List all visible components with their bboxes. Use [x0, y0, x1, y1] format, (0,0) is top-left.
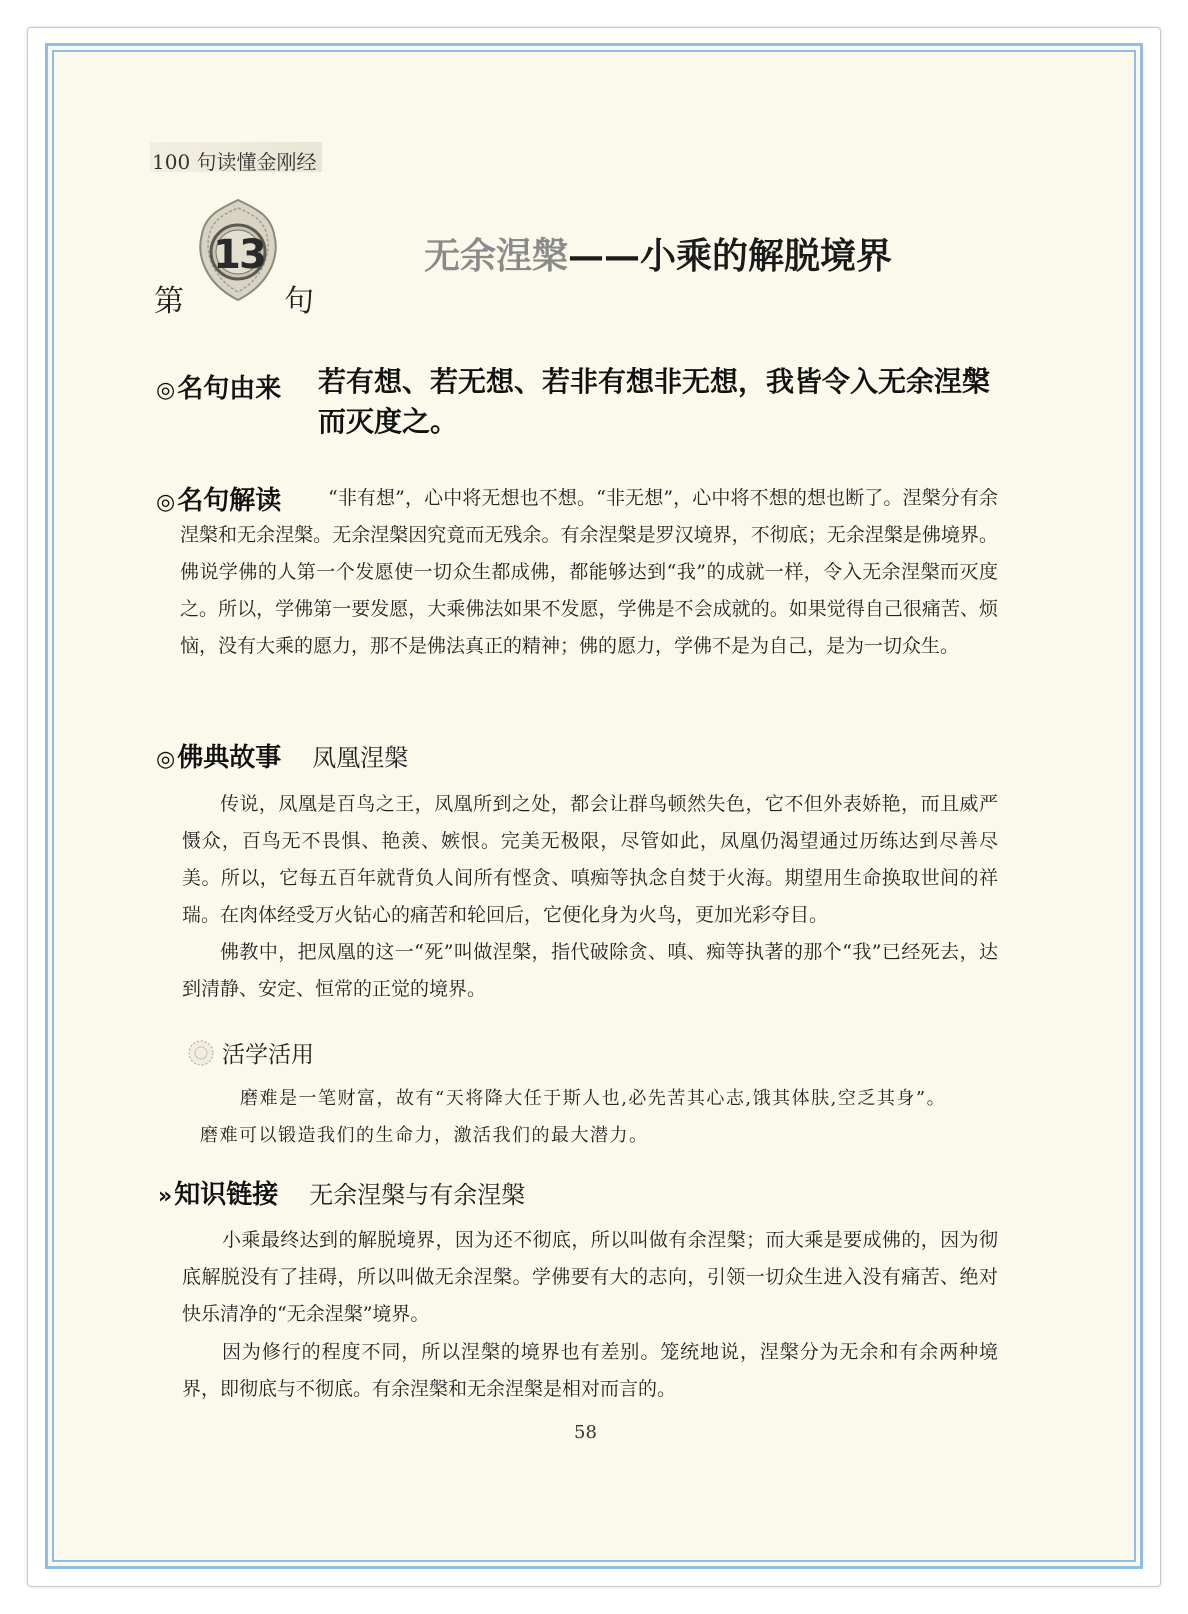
section-source-heading	[156, 368, 281, 405]
story-paragraph-1: 传说，凤凰是百鸟之王，凤凰所到之处，都会让群鸟顿然失色，它不但外表娇艳，而且威严慑众，百鸟无不畏惧、艳羡、嫉恨。完美无极限，尽管如此，凤凰仍渴望通过历练达到尽善尽美。所以，它每五百年就背负人间所有悭贪、嗔痴等执念自焚于火海。期望用生命换取世间的祥瑞。在肉体经受万火钻心的痛苦和轮回后，它便化身为火鸟，更加光彩夺目。	[182, 793, 998, 926]
section-interpretation-label: 名句解读	[177, 486, 282, 516]
story-paragraph-2: 佛教中，把凤凰的这一“死”叫做涅槃，指代破除贪、嗔、痴等执著的那个“我”已经死去，达到清静、安定、恒常的正觉的境界。	[182, 941, 998, 1000]
application-line-1: 磨难是一笔财富，故有“天将降大任于斯人也,必先苦其心志,饿其体肤,空乏其身”。	[240, 1088, 947, 1109]
running-head: 100 句读懂金刚经	[152, 150, 317, 174]
interpretation-text: “非有想”，心中将无想也不想。“非无想”，心中将不想的想也断了。涅槃分有余涅槃和无余涅槃。无余涅槃因究竟而无残余。有余涅槃是罗汉境界，不彻底；无余涅槃是佛境界。佛说学佛的人第一个发愿使一切众生都成佛，都能够达到“我”的成就一样，令入无余涅槃而灭度之。所以，学佛第一要发愿，大乘佛法如果不发愿，学佛是不会成就的。如果觉得自己很痛苦、烦恼，没有大乘的愿力，那不是佛法真正的精神；佛的愿力，学佛不是为自己，是为一切众生。	[180, 487, 998, 657]
chapter-title-main: 无余涅槃	[424, 235, 569, 277]
famous-quote: 若有想、若无想、若非有想非无想，我皆令入无余涅槃而灭度之。	[318, 365, 991, 438]
section-application-label: 活学活用	[222, 1042, 314, 1068]
knowledge-paragraph-2: 因为修行的程度不同，所以涅槃的境界也有差别。笼统地说，涅槃分为无余和有余两种境界，即彻底与不彻底。有余涅槃和无余涅槃是相对而言的。	[182, 1341, 998, 1400]
chapter-title-sub: ——小乘的解脱境界	[568, 235, 893, 277]
chapter-title	[424, 228, 892, 279]
chapter-suffix: 句	[284, 284, 314, 319]
chapter-badge	[150, 198, 320, 318]
bullseye-icon: ◎	[156, 378, 176, 403]
bullseye-icon: ◎	[156, 490, 176, 515]
section-story-heading	[156, 737, 408, 774]
chapter-prefix: 第	[154, 284, 184, 319]
application-text	[182, 1080, 1002, 1154]
section-story-label: 佛典故事	[177, 743, 282, 773]
knowledge-paragraph-1: 小乘最终达到的解脱境界，因为还不彻底，所以叫做有余涅槃；而大乘是要成佛的，因为彻底解脱没有了挂碍，所以叫做无余涅槃。学佛要有大的志向，引领一切众生进入没有痛苦、绝对快乐清净的“无余涅槃”境界。	[182, 1229, 998, 1325]
section-source-label: 名句由来	[177, 374, 282, 404]
lotus-icon	[186, 1038, 216, 1068]
chapter-number: 13	[213, 232, 265, 278]
knowledge-title: 无余涅槃与有余涅槃	[309, 1181, 526, 1209]
section-knowledge-heading	[158, 1174, 525, 1211]
story-title: 凤凰涅槃	[312, 744, 409, 772]
double-chevron-icon: »	[158, 1184, 173, 1209]
section-knowledge-label: 知识链接	[174, 1180, 279, 1210]
page-number: 58	[574, 1422, 597, 1443]
application-line-2: 磨难可以锻造我们的生命力，激活我们的最大潜力。	[200, 1125, 649, 1146]
bullseye-icon: ◎	[156, 747, 176, 772]
